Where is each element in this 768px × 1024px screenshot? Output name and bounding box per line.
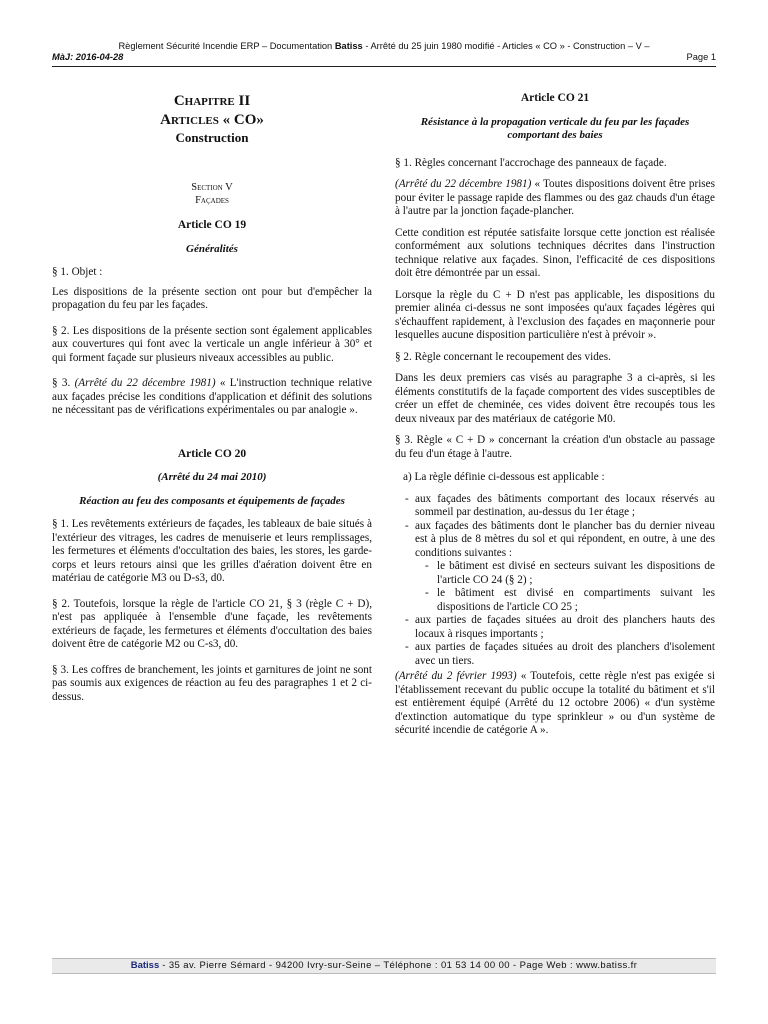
co19-p4-decree: (Arrêté du 22 décembre 1981) (74, 377, 216, 389)
article-co20-date: (Arrêté du 24 mai 2010) (157, 471, 267, 483)
co21-conditions-list (395, 493, 715, 669)
co21-p8-decree: (Arrêté du 2 février 1993) (395, 670, 517, 682)
co19-p4-prefix: § 3. (52, 377, 75, 389)
page-header (52, 41, 716, 62)
article-co19-title: Article CO 19 (177, 219, 247, 231)
co21-paragraph-8 (395, 670, 715, 738)
list-item (405, 520, 715, 615)
header-title-post: - Arrêté du 25 juin 1980 modifié - Articles « CO » - Construction – V – (362, 41, 650, 51)
co21-paragraph-7: § 3. Règle « C + D » concernant la création d'un obstacle au passage du feu d'un étage à l'autre. (395, 434, 715, 460)
article-co21-title: Article CO 21 (520, 92, 590, 104)
co20-paragraph-2: § 2. Toutefois, lorsque la règle de l'article CO 21, § 3 (règle C + D), n'est pas appliquée à l'ensemble d'une façade, les revêtements extérieurs de façade, les fermetures et éléments d'occultation des baies doivent être de catégorie M2 ou C-s3, d0. (52, 597, 372, 650)
co21-paragraph-3: Cette condition est réputée satisfaite lorsque cette jonction est réalisée conformément aux solutions techniques décrites dans l'instruction technique relative aux façades. Sinon, l'efficacité de ces dispositions doit être démontrée par un essai. (395, 226, 715, 279)
article-co20-subtitle: Réaction au feu des composants et équipements de façades (79, 494, 345, 507)
article-co19-subtitle: Généralités (186, 242, 238, 255)
right-column (395, 92, 715, 746)
co20-paragraph-3: § 3. Les coffres de branchement, les joints et garnitures de joint ne sont pas soumis aux exigences de réaction au feu des paragraphes 1 et 2 ci-dessus. (52, 663, 372, 703)
section-name: Façades (195, 195, 229, 206)
co19-paragraph-4 (52, 377, 372, 418)
co21-paragraph-5: § 2. Règle concernant le recoupement des vides. (395, 350, 611, 363)
co21-p8-text: « Toutefois, cette règle n'est pas exigée si l'établissement recevant du public occupe la totalité du bâtiment et s'il est entièrement équipé (Arrêté du 12 octobre 2006) « d'un système d'extinction automatique du type sprinkleur » ou d'un système de sécurité incendie de catégorie A ». (395, 670, 716, 736)
chapter-title: Chapitre II (173, 93, 251, 109)
co21-paragraph-4: Lorsque la règle du C + D n'est pas applicable, les dispositions du premier alinéa ci-dessus ne sont imposées qu'aux façades légères qui s'échauffent rapidement, à l'exclusion des façades en maçonnerie pour lesquelles aucune disposition particulière n'est à prévoir ». (395, 288, 715, 341)
header-divider (52, 66, 716, 67)
co21-p2-decree: (Arrêté du 22 décembre 1981) (395, 178, 532, 190)
header-title (52, 41, 716, 51)
header-brand: Batiss (334, 41, 363, 51)
list-item: - aux parties de façades situées au droit des planchers d'isolement avec un tiers. (405, 641, 715, 668)
chapter-subtitle: Construction (175, 130, 249, 145)
update-date: MàJ: 2016-04-28 (52, 52, 124, 62)
list-item: - aux parties de façades situées au droit des planchers hauts des locaux à risques importants ; (405, 614, 715, 641)
co20-paragraph-1: § 1. Les revêtements extérieurs de façades, les tableaux de baie situés à l'extérieur des vitrages, les cadres de menuiserie et leurs remplissages, les fermetures et éléments d'occultation des baies, les stores, les garde-corps et leurs retours ainsi que les grilles d'aération doivent être en matériau de catégorie M3 ou D-s3, d0. (52, 518, 372, 584)
co19-p4-text: « L'instruction technique relative aux façades précise les conditions d'application et définit des solutions ne nécessitant pas de vérifications expérimentales ou par analogie ». (52, 377, 373, 416)
co21-sub-conditions (415, 560, 715, 614)
chapter-articles: Articles « CO» (160, 112, 264, 128)
co21-paragraph-1: § 1. Règles concernant l'accrochage des panneaux de façade. (395, 156, 667, 169)
co21-paragraph-2 (395, 178, 715, 219)
sub-list-item: - le bâtiment est divisé en secteurs suivant les dispositions de l'article CO 24 (§ 2) ; (425, 560, 715, 587)
co21-paragraph-6: Dans les deux premiers cas visés au paragraphe 3 a ci-après, si les éléments constitutifs de la façade comportent des vides susceptibles de créer un effet de cheminée, ces vides doivent être recoupés tous les deux niveaux par des matériaux de catégorie M0. (395, 372, 715, 425)
left-column (52, 92, 372, 716)
co21-p2-text: « Toutes dispositions doivent être prises pour éviter le passage rapide des flammes ou des gaz chauds d'un étage à l'autre par la jonction façade-plancher. (395, 178, 715, 217)
list-item: - aux façades des bâtiments comportant des locaux réservés au sommeil par destination, au-dessus du 1er étage ; (405, 493, 715, 520)
header-title-pre: Règlement Sécurité Incendie ERP – Documentation (118, 41, 335, 51)
list-item-text: aux façades des bâtiments dont le plancher bas du dernier niveau est à plus de 8 mètres du sol et qui répondent, en outre, à une des conditions suivantes : (415, 519, 715, 559)
co21-rule-a: a) La règle définie ci-dessous est applicable : (403, 471, 605, 483)
footer-brand: Batiss (130, 960, 160, 971)
article-co20-title: Article CO 20 (177, 447, 247, 460)
section-label: Section V (191, 182, 233, 193)
co19-paragraph-3: § 2. Les dispositions de la présente section sont également applicables aux couvertures qui font avec la verticale un angle inférieur à 30° et qui forment façade sur plusieurs niveaux accessibles au public. (52, 324, 372, 364)
page-footer (52, 958, 716, 974)
co19-paragraph-2: Les dispositions de la présente section ont pour but d'empêcher la propagation du feu par les façades. (52, 285, 372, 311)
page-number: Page 1 (686, 52, 716, 62)
co19-paragraph-1: § 1. Objet : (52, 266, 103, 278)
article-co21-subtitle: Résistance à la propagation verticale du feu par les façades comportant des baies (420, 115, 690, 141)
sub-list-item: - le bâtiment est divisé en compartiments suivant les dispositions de l'article CO 25 ; (425, 587, 715, 614)
footer-contact: - 35 av. Pierre Sémard - 94200 Ivry-sur-Seine – Téléphone : 01 53 14 00 00 - Page Web : www.batiss.fr (159, 960, 638, 971)
